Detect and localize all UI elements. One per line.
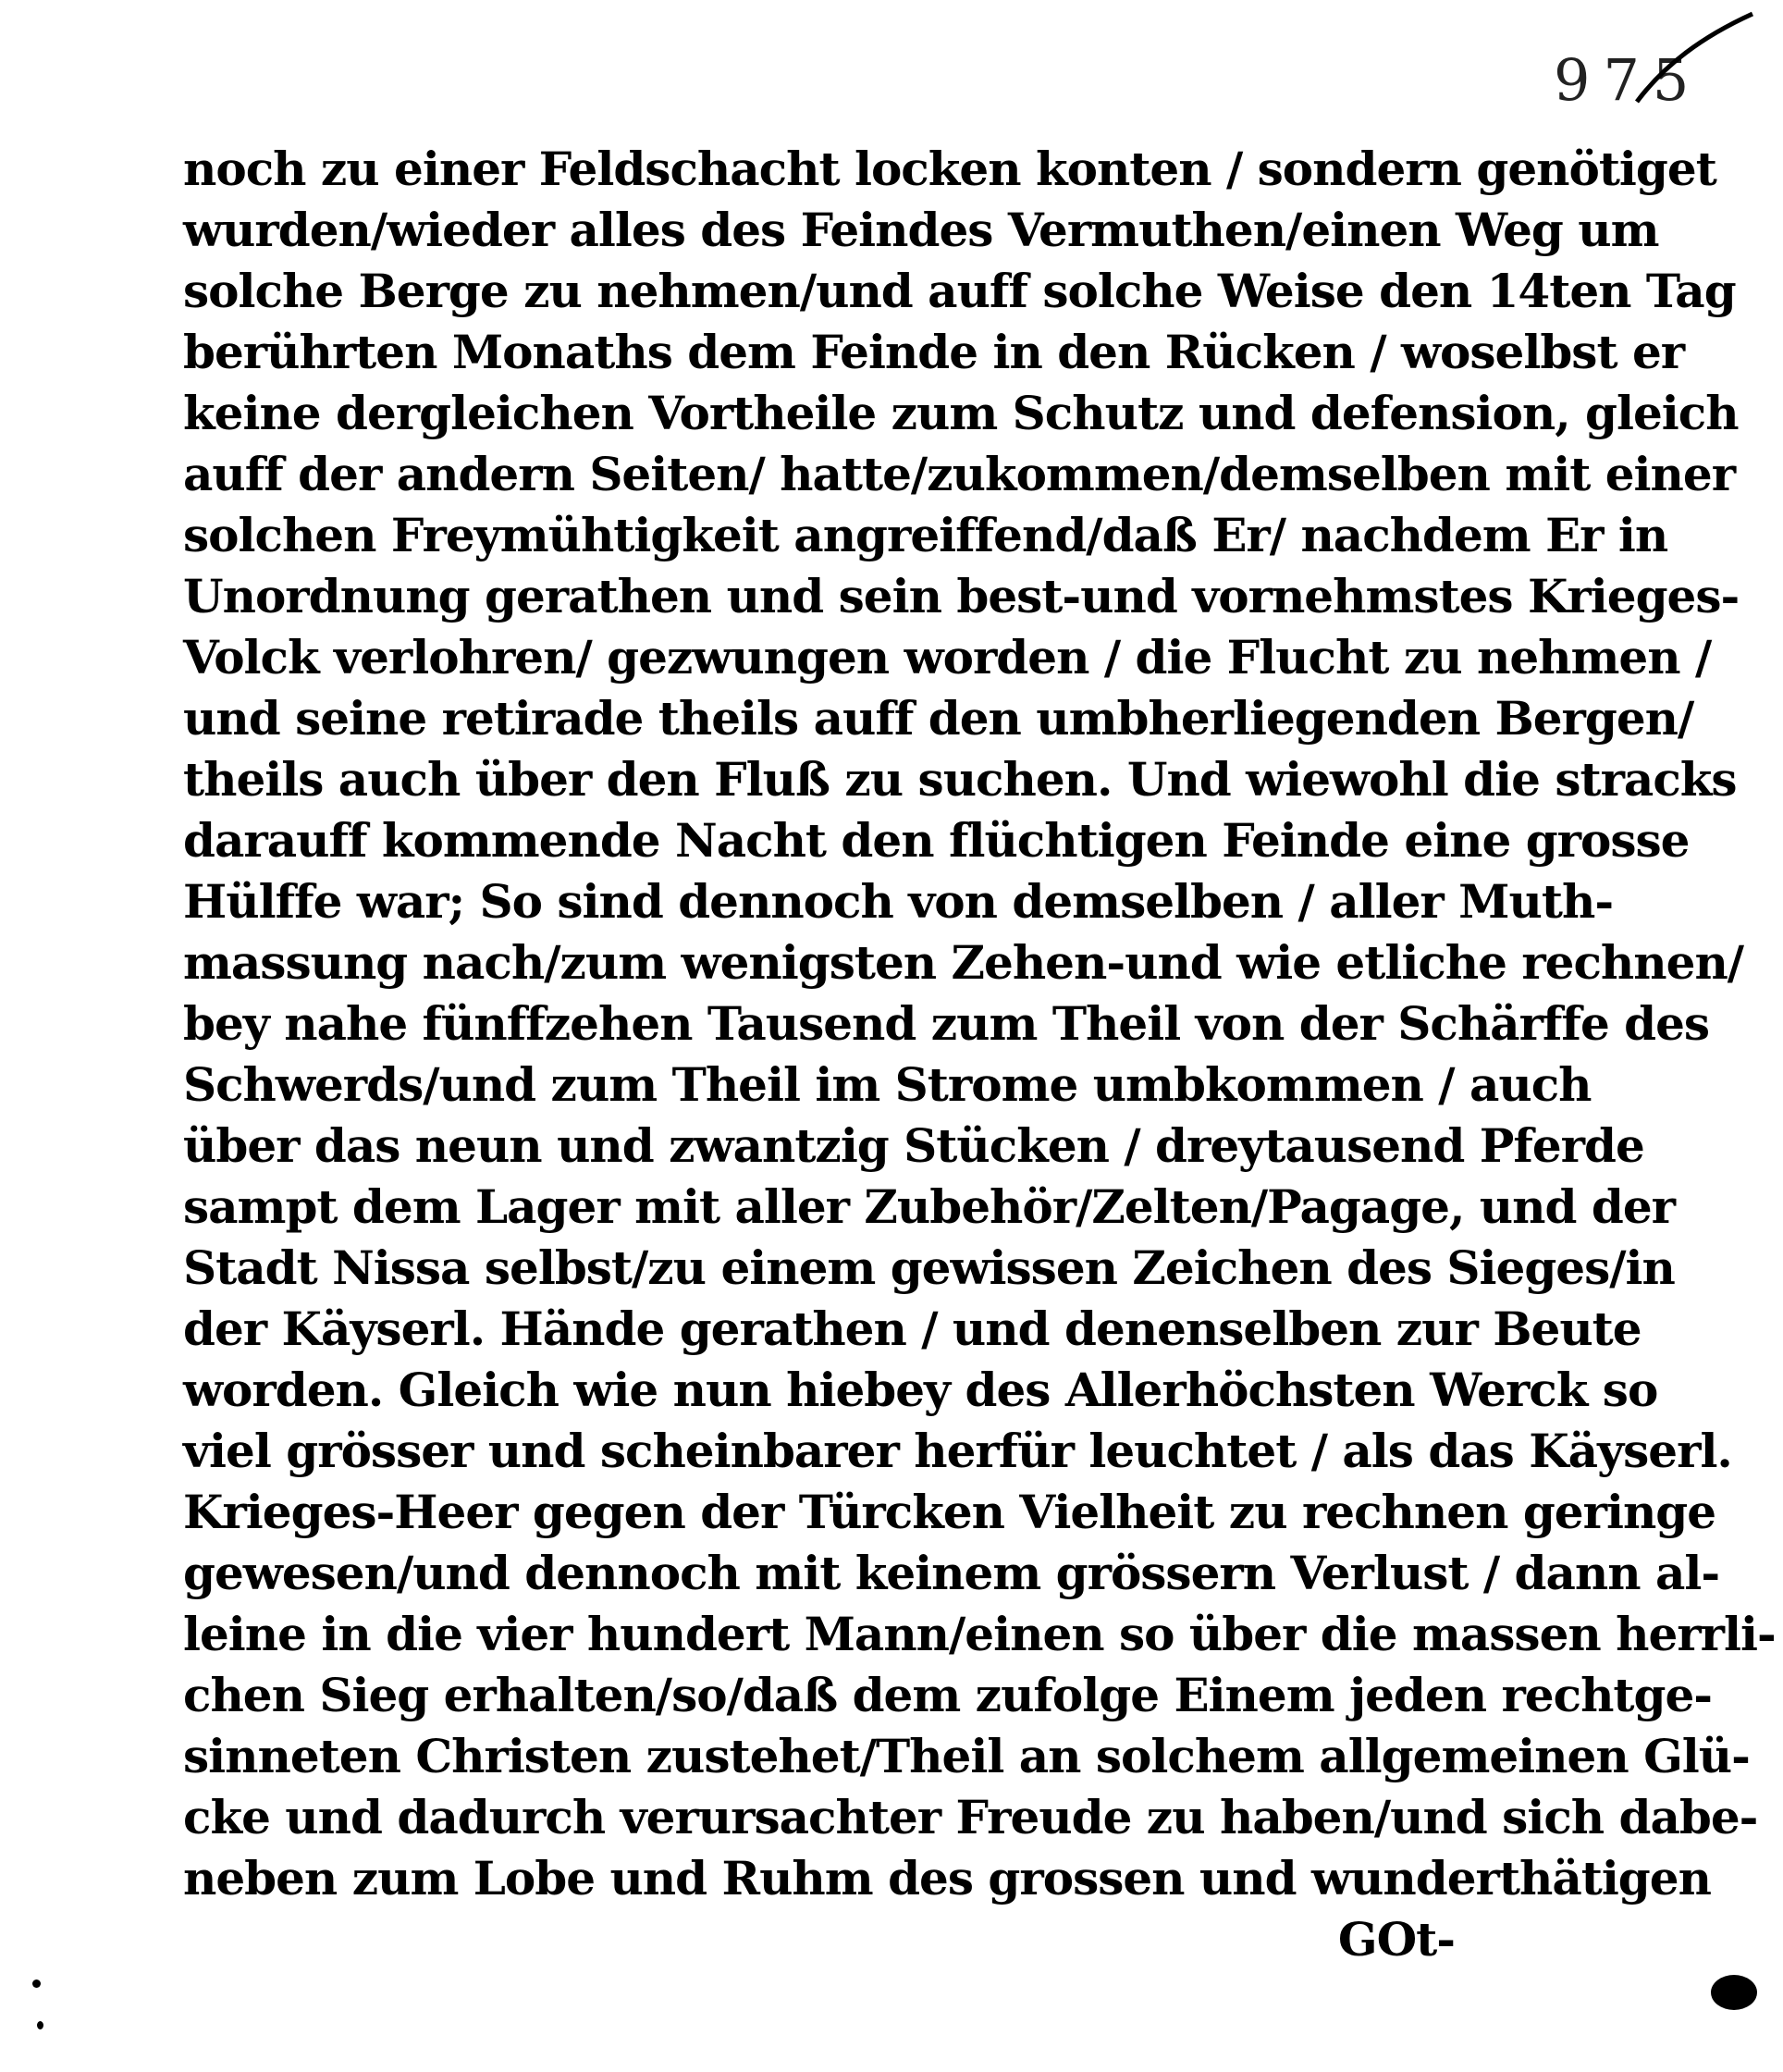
text-line: Schwerds/und zum Theil im Strome umbkommen / auch: [183, 1057, 1592, 1112]
text-line: worden. Gleich wie nun hiebey des Allerhöchsten Werck so: [183, 1363, 1658, 1417]
ink-blot: [1711, 1975, 1757, 2010]
text-line: theils auch über den Fluß zu suchen. Und wiewohl die stracks: [183, 752, 1737, 807]
text-line: GOt-: [1337, 1912, 1455, 1967]
text-line: solche Berge zu nehmen/und auff solche Weise den 14ten Tag: [183, 264, 1736, 318]
text-line: wurden/wieder alles des Feindes Vermuthen/einen Weg um: [183, 203, 1659, 257]
text-line: noch zu einer Feldschacht locken konten / sondern genötiget: [183, 142, 1716, 196]
text-line: bey nahe fünffzehen Tausend zum Theil von der Schärffe des: [183, 996, 1710, 1051]
text-line: darauff kommende Nacht den flüchtigen Feinde eine grosse: [183, 813, 1690, 868]
text-line: viel grösser und scheinbarer herfür leuchtet / als das Käyserl.: [183, 1424, 1732, 1478]
text-line: der Käyserl. Hände gerathen / und denenselben zur Beute: [183, 1301, 1642, 1356]
text-line: solchen Freymühtigkeit angreiffend/daß Er/ nachdem Er in: [183, 508, 1668, 562]
ink-speck: [32, 1980, 41, 1988]
text-line: sampt dem Lager mit aller Zubehör/Zelten/Pagage, und der: [183, 1179, 1675, 1234]
text-line: und seine retirade theils auff den umbherliegenden Bergen/: [183, 691, 1694, 746]
ink-speck: [37, 2021, 43, 2029]
text-line: auff der andern Seiten/ hatte/zukommen/demselben mit einer: [183, 447, 1736, 501]
page-number: 975: [1554, 46, 1703, 114]
text-line: über das neun und zwantzig Stücken / dreytausend Pferde: [183, 1118, 1644, 1173]
text-line: keine dergleichen Vortheile zum Schutz und defension, gleich: [183, 386, 1739, 440]
text-line: cke und dadurch verursachter Freude zu haben/und sich dabe-: [183, 1790, 1758, 1844]
text-line: Stadt Nissa selbst/zu einem gewissen Zeichen des Sieges/in: [183, 1240, 1675, 1295]
handwritten-stroke-icon: [1628, 9, 1757, 111]
text-line: chen Sieg erhalten/so/daß dem zufolge Einem jeden rechtge-: [183, 1668, 1713, 1722]
text-line: Krieges-Heer gegen der Türcken Vielheit zu rechnen geringe: [183, 1485, 1716, 1539]
text-line: neben zum Lobe und Ruhm des grossen und wunderthätigen: [183, 1851, 1711, 1906]
text-line: massung nach/zum wenigsten Zehen-und wie etliche rechnen/: [183, 935, 1744, 990]
text-line: Volck verlohren/ gezwungen worden / die Flucht zu nehmen /: [183, 630, 1712, 684]
text-line: gewesen/und dennoch mit keinem grössern Verlust / dann al-: [183, 1546, 1720, 1600]
text-line: Unordnung gerathen und sein best-und vornehmstes Krieges-: [183, 569, 1740, 623]
text-line: leine in die vier hundert Mann/einen so über die massen herrli-: [183, 1607, 1776, 1661]
text-line: sinneten Christen zustehet/Theil an solchem allgemeinen Glü-: [183, 1729, 1750, 1783]
text-line: Hülffe war; So sind dennoch von demselben / aller Muth-: [183, 874, 1614, 929]
body-text: [183, 139, 1776, 1970]
text-line: berührten Monaths dem Feinde in den Rücken / woselbst er: [183, 325, 1685, 379]
